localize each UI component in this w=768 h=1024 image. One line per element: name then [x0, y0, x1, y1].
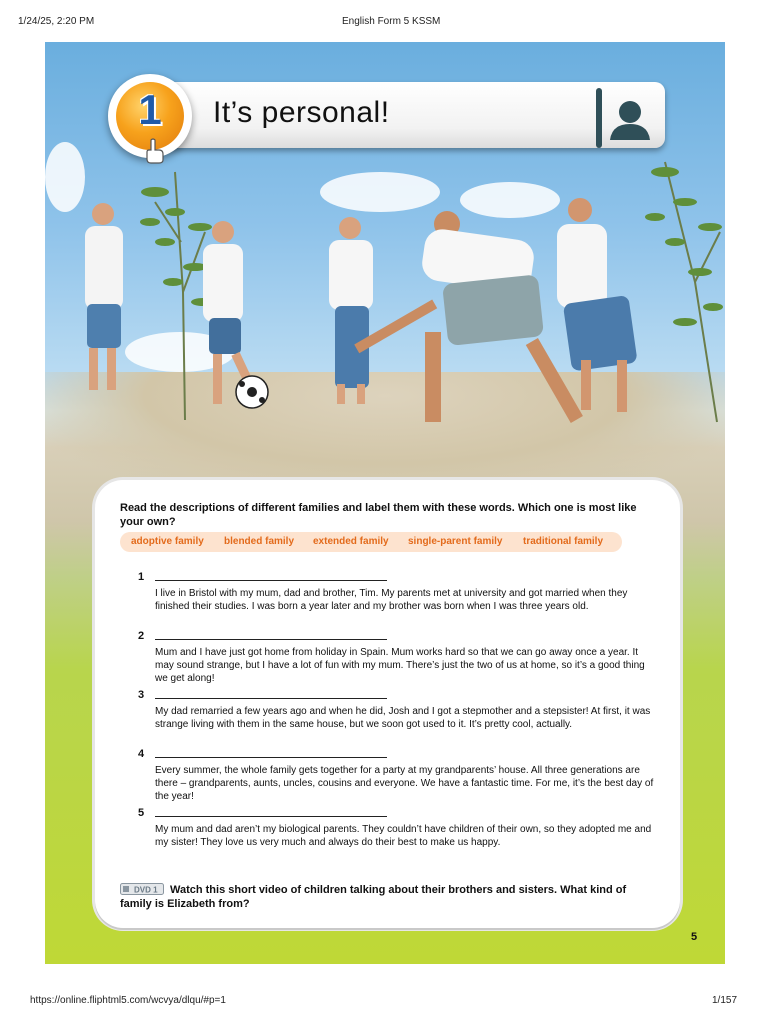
word-bank-item: blended family	[224, 536, 295, 547]
family-description: Every summer, the whole family gets together for a party at my grandparents’ house. All three generations are there – grandparents, aunts, uncles, cousins and everyone. We have a fantastic time. For me, it’s the best day of the year!	[155, 765, 654, 802]
page-number: 5	[691, 931, 698, 943]
word-bank-item: traditional family	[523, 536, 604, 547]
family-description: I live in Bristol with my mum, dad and brother, Tim. My parents met at university and got married when they finished their studies. I was born a year later and my brother was born when I was three years old.	[155, 588, 628, 612]
unit-title: It’s personal!	[213, 96, 390, 129]
browser-print-page-counter: 1/157	[712, 995, 738, 1006]
item-number: 4	[138, 748, 145, 760]
answer-line[interactable]	[155, 816, 387, 817]
pointing-hand-icon	[143, 138, 165, 164]
browser-print-datetime: 1/24/25, 2:20 PM	[18, 16, 95, 27]
word-bank-item: extended family	[313, 536, 389, 547]
item-number: 1	[138, 571, 145, 583]
family-description: My mum and dad aren’t my biological parents. They couldn’t have children of their own, so they adopted me and my sister! They love us very much and always do their best to make us happy.	[155, 824, 652, 848]
answer-line[interactable]	[155, 580, 387, 581]
answer-line[interactable]	[155, 639, 387, 640]
item-number: 3	[138, 689, 145, 701]
item-number: 5	[138, 807, 145, 819]
dvd-label: DVD 1	[134, 885, 158, 895]
item-number: 2	[138, 630, 145, 642]
word-bank-item: single-parent family	[408, 536, 503, 547]
family-description: My dad remarried a few years ago and when he did, Josh and I got a stepmother and a stepsister! At first, it was strange living with them in the same house, but we soon got used to it. It’s pretty cool, actually.	[155, 706, 651, 730]
exercise-instruction: Read the descriptions of different families and label them with these words. Which one is most like your own?	[120, 502, 637, 528]
browser-print-url: https://online.fliphtml5.com/wcvya/dlqu/#p=1	[30, 995, 226, 1006]
browser-print-title: English Form 5 KSSM	[342, 16, 441, 27]
word-bank-item: adoptive family	[131, 536, 204, 547]
banner-divider	[596, 88, 602, 148]
answer-line[interactable]	[155, 698, 387, 699]
person-silhouette-icon	[606, 98, 654, 140]
answer-line[interactable]	[155, 757, 387, 758]
unit-number: 1	[138, 86, 162, 133]
video-task-instruction: Watch this short video of children talking about their brothers and sisters. What kind of family is Elizabeth from?	[120, 884, 627, 910]
family-description: Mum and I have just got home from holiday in Spain. Mum works hard so that we can go away once a year. It may sound strange, but I have a lot of fun with my mum. There’s just the two of us at home, so it’s a good thing we get along!	[155, 647, 645, 684]
